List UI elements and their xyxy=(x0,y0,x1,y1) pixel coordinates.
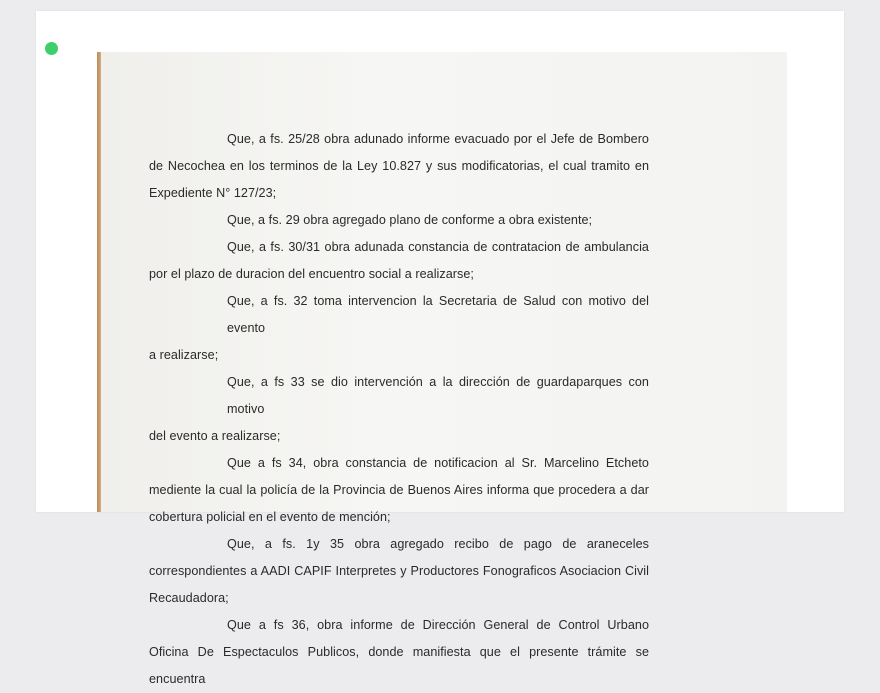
text-line: mediente la cual la policía de la Provincia de Buenos Aires informa que procedera a dar xyxy=(149,483,649,497)
text-line: Que, a fs. 32 toma intervencion la Secretaria de Salud con motivo del evento xyxy=(227,294,649,335)
text-line: Expediente N° 127/23; xyxy=(149,186,277,200)
text-line: Que, a fs. 1y 35 obra agregado recibo de pago de araneceles xyxy=(227,537,649,551)
text-line: Que, a fs. 29 obra agregado plano de conforme a obra existente; xyxy=(227,213,593,227)
text-line: Recaudadora; xyxy=(149,591,229,605)
text-line: cobertura policial en el evento de mención; xyxy=(149,510,391,524)
text-line: Que a fs 36, obra informe de Dirección General de Control Urbano xyxy=(227,618,649,632)
paragraph xyxy=(149,207,649,234)
text-line: Oficina De Espectaculos Publicos, donde manifiesta que el presente trámite se encuentra xyxy=(149,645,649,686)
paragraph xyxy=(149,369,649,450)
text-line: a realizarse; xyxy=(149,348,219,362)
text-line: del evento a realizarse; xyxy=(149,429,281,443)
scanned-page[interactable] xyxy=(97,52,787,686)
text-line: Que, a fs 33 se dio intervención a la dirección de guardaparques con motivo xyxy=(227,375,649,416)
text-line: correspondientes a AADI CAPIF Interpretes y Productores Fonograficos Asociacion Civil xyxy=(149,564,649,578)
status-dot xyxy=(45,42,58,55)
text-line: Que a fs 34, obra constancia de notificacion al Sr. Marcelino Etcheto xyxy=(227,456,649,470)
text-line: por el plazo de duracion del encuentro social a realizarse; xyxy=(149,267,474,281)
paragraph xyxy=(149,234,649,288)
text-line: Que, a fs. 30/31 obra adunada constancia de contratacion de ambulancia xyxy=(227,240,649,254)
paragraph xyxy=(149,288,649,369)
paragraph xyxy=(149,126,649,207)
text-line: de Necochea en los terminos de la Ley 10.827 y sus modificatorias, el cual tramito en xyxy=(149,159,649,173)
text-line: Que, a fs. 25/28 obra adunado informe evacuado por el Jefe de Bombero xyxy=(227,132,649,146)
paragraph xyxy=(149,612,649,693)
paragraph xyxy=(149,531,649,612)
paragraph xyxy=(149,450,649,531)
document-text xyxy=(149,126,649,693)
